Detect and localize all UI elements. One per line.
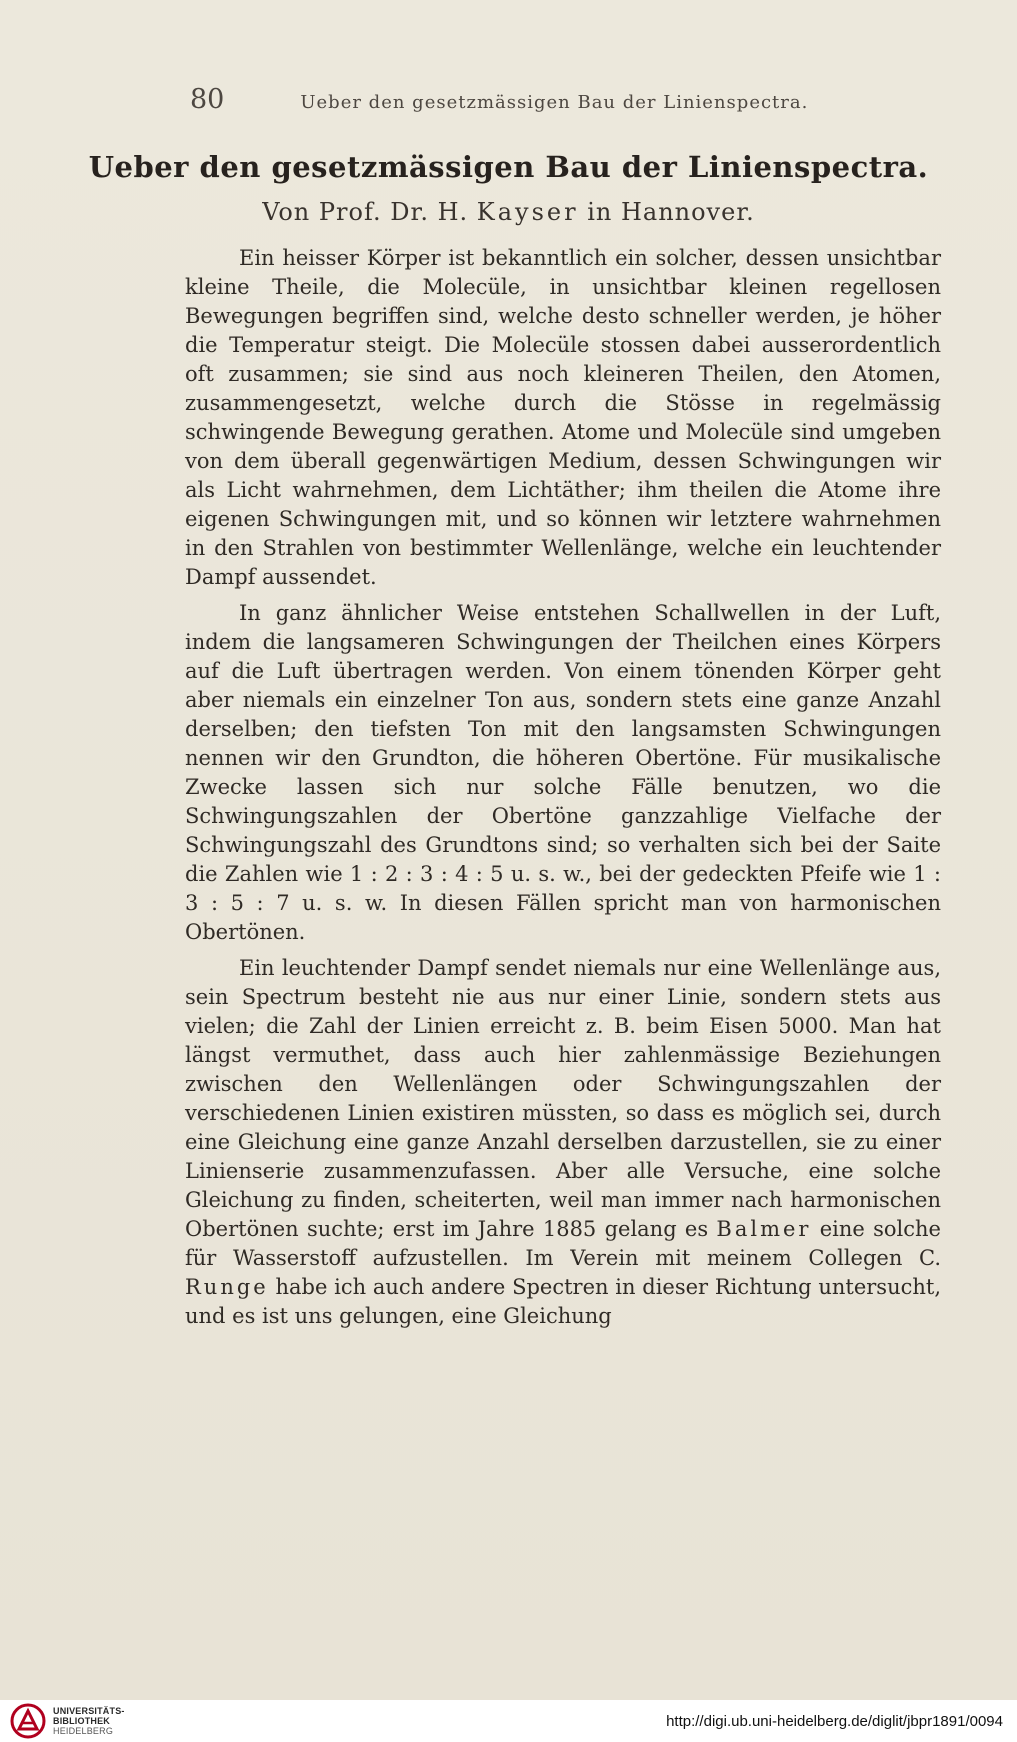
library-name [53, 1706, 125, 1736]
footer-bar [0, 1700, 1017, 1742]
page-number: 80 [190, 84, 225, 115]
paragraph-3-part-2: eine solche für Wasserstoff aufzustellen. Im Verein mit meinem Collegen C. [185, 1217, 941, 1270]
byline-prefix: Von Prof. Dr. H. [262, 198, 477, 226]
author-name: Kayser [476, 198, 579, 226]
article-byline [0, 198, 1017, 226]
running-header [190, 86, 850, 122]
name-runge: Runge [185, 1275, 269, 1299]
article-title: Ueber den gesetzmässigen Bau der Linienspectra. [88, 150, 929, 184]
library-name-line-3: HEIDELBERG [53, 1726, 114, 1736]
running-title: Ueber den gesetzmässigen Bau der Linienspectra. [300, 92, 809, 113]
library-name-line-1: UNIVERSITÄTS- [53, 1706, 125, 1716]
source-url-link[interactable]: http://digi.ub.uni-heidelberg.de/diglit/jbpr1891/0094 [666, 1712, 1003, 1730]
byline-suffix: in Hannover. [578, 198, 755, 226]
paragraph-3-part-3: habe ich auch andere Spectren in dieser Richtung untersucht, und es ist uns gelungen, eine Gleichung [185, 1275, 941, 1328]
paragraph-2: In ganz ähnlicher Weise entstehen Schallwellen in der Luft, indem die langsameren Schwingungen der Theilchen eines Körpers auf die Luft übertragen werden. Von einem tönenden Körper geht aber niemals ein einzelner Ton aus, sondern stets eine ganze Anzahl derselben; den tiefsten Ton mit den langsamsten Schwingungen nennen wir den Grundton, die höheren Obertöne. Für musikalische Zwecke lassen sich nur solche Fälle benutzen, wo die Schwingungszahlen der Obertöne ganzzahlige Vielfache der Schwingungszahl des Grundtons sind; so verhalten sich bei der Saite die Zahlen wie 1 : 2 : 3 : 4 : 5 u. s. w., bei der gedeckten Pfeife wie 1 : 3 : 5 : 7 u. s. w. In diesen Fällen spricht man von harmonischen Obertönen. [185, 601, 941, 944]
library-name-line-2: BIBLIOTHEK [53, 1716, 110, 1726]
name-balmer: Balmer [716, 1217, 812, 1241]
library-emblem-icon [10, 1703, 46, 1739]
paragraph-3 [185, 954, 941, 1331]
library-logo[interactable] [10, 1703, 125, 1739]
paragraph-1: Ein heisser Körper ist bekanntlich ein solcher, dessen unsichtbar kleine Theile, die Molecüle, in unsichtbar kleinen regellosen Bewegungen begriffen sind, welche desto schneller werden, je höher die Temperatur steigt. Die Molecüle stossen dabei ausserordentlich oft zusammen; sie sind aus noch kleineren Theilen, den Atomen, zusammengesetzt, welche durch die Stösse in regelmässig schwingende Bewegung gerathen. Atome und Molecüle sind umgeben von dem überall gegenwärtigen Medium, dessen Schwingungen wir als Licht wahrnehmen, dem Lichtäther; ihm theilen die Atome ihre eigenen Schwingungen mit, und so können wir letztere wahrnehmen in den Strahlen von bestimmter Wellenlänge, welche ein leuchtender Dampf aussendet. [185, 246, 941, 589]
article-body [185, 244, 941, 1394]
paragraph-3-part-1: Ein leuchtender Dampf sendet niemals nur eine Wellenlänge aus, sein Spectrum besteht nie aus nur einer Linie, sondern stets aus vielen; die Zahl der Linien erreicht z. B. beim Eisen 5000. Man hat längst vermuthet, dass auch hier zahlenmässige Beziehungen zwischen den Wellenlängen oder Schwingungszahlen der verschiedenen Linien existiren müssten, so dass es möglich sei, durch eine Gleichung eine ganze Anzahl derselben darzustellen, sie zu einer Linienserie zusammenzufassen. Aber alle Versuche, eine solche Gleichung zu finden, scheiterten, weil man immer nach harmonischen Obertönen suchte; erst im Jahre 1885 gelang es [185, 956, 941, 1241]
